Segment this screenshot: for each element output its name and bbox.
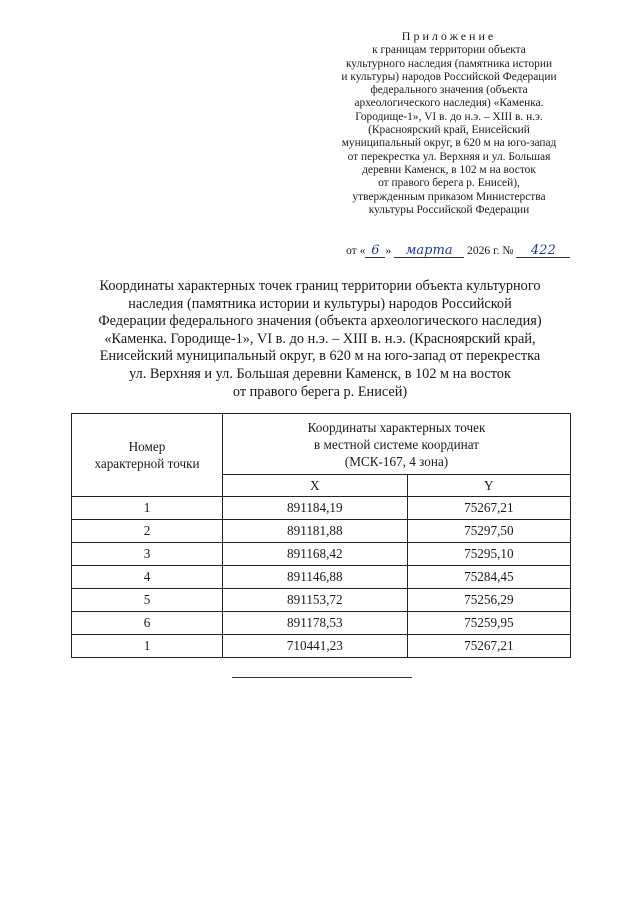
table-row: [72, 520, 571, 543]
x-cell: 891184,19: [223, 497, 408, 520]
appendix-line: Городище-1», VI в. до н.э. – XIII в. н.э.: [355, 110, 543, 123]
coords-header-line: (МСК-167, 4 зона): [344, 453, 449, 469]
document-title: [70, 278, 570, 401]
title-line: ул. Верхняя и ул. Большая деревни Каменск, в 102 м на восток: [129, 365, 511, 382]
appendix-line: и культуры) народов Российской Федерации: [341, 70, 557, 83]
y-cell: 75259,95: [407, 612, 570, 635]
appendix-line: археологического наследия) «Каменка.: [354, 97, 544, 110]
appendix-line: (Красноярский край, Енисейский: [368, 124, 530, 137]
title-line: от правого берега р. Енисей): [232, 383, 408, 400]
coordinates-table: [71, 413, 571, 658]
appendix-line: к границам территории объекта: [372, 44, 526, 57]
title-line: Федерации федерального значения (объекта археологического наследия): [98, 313, 542, 330]
point-number-cell: 5: [72, 589, 223, 612]
order-date-prefix: от «: [346, 244, 366, 257]
point-number-cell: 1: [72, 635, 223, 658]
y-column-header: Y: [407, 475, 570, 497]
x-cell: 891168,42: [223, 543, 408, 566]
point-number-header: [72, 414, 223, 497]
title-line: наследия (памятника истории и культуры) народов Российской: [128, 295, 512, 312]
point-header-line: характерной точки: [94, 456, 200, 471]
appendix-line: утвержденным приказом Министерства: [352, 190, 546, 203]
x-cell: 891178,53: [223, 612, 408, 635]
title-line: Енисейский муниципальный округ, в 620 м на юго-запад от перекрестка: [99, 348, 541, 365]
appendix-line: деревни Каменск, в 102 м на восток: [362, 163, 536, 176]
appendix-block: [318, 30, 580, 217]
coords-header-line: Координаты характерных точек: [307, 419, 486, 435]
order-date-line: [346, 244, 596, 258]
table-row: [72, 635, 571, 658]
title-line: «Каменка. Городище-1», VI в. до н.э. – XIII в. н.э. (Красноярский край,: [104, 330, 536, 347]
appendix-line: федерального значения (объекта: [370, 84, 528, 97]
order-date-mid: »: [385, 244, 392, 257]
y-cell: 75267,21: [407, 635, 570, 658]
point-header-line: Номер: [128, 439, 166, 454]
point-number-cell: 4: [72, 566, 223, 589]
title-line: Координаты характерных точек границ территории объекта культурного: [99, 278, 541, 294]
signoff-divider: [232, 677, 412, 678]
table-row: [72, 543, 571, 566]
order-year: 2026 г. №: [467, 244, 514, 257]
order-number: 422: [516, 245, 570, 258]
order-month: марта: [394, 245, 464, 258]
table-row: [72, 589, 571, 612]
table-row: [72, 566, 571, 589]
y-cell: 75284,45: [407, 566, 570, 589]
appendix-line: от перекрестка ул. Верхняя и ул. Большая: [347, 150, 551, 163]
appendix-heading: Приложение: [401, 29, 497, 43]
point-number-cell: 1: [72, 497, 223, 520]
x-column-header: X: [223, 475, 408, 497]
point-number-cell: 3: [72, 543, 223, 566]
appendix-line: от правого берега р. Енисей),: [378, 177, 520, 190]
appendix-line: культурного наследия (памятника истории: [345, 57, 553, 70]
y-cell: 75295,10: [407, 543, 570, 566]
x-cell: 891181,88: [223, 520, 408, 543]
y-cell: 75267,21: [407, 497, 570, 520]
x-cell: 891146,88: [223, 566, 408, 589]
y-cell: 75256,29: [407, 589, 570, 612]
point-number-cell: 2: [72, 520, 223, 543]
appendix-line: муниципальный округ, в 620 м на юго-запад: [341, 137, 557, 150]
coordinates-group-header: [223, 414, 571, 475]
coords-header-line: в местной системе координат: [314, 436, 479, 452]
table-row: [72, 497, 571, 520]
x-cell: 710441,23: [223, 635, 408, 658]
appendix-line: культуры Российской Федерации: [368, 203, 530, 216]
y-cell: 75297,50: [407, 520, 570, 543]
point-number-cell: 6: [72, 612, 223, 635]
order-day: 6: [365, 245, 385, 258]
table-row: [72, 612, 571, 635]
x-cell: 891153,72: [223, 589, 408, 612]
